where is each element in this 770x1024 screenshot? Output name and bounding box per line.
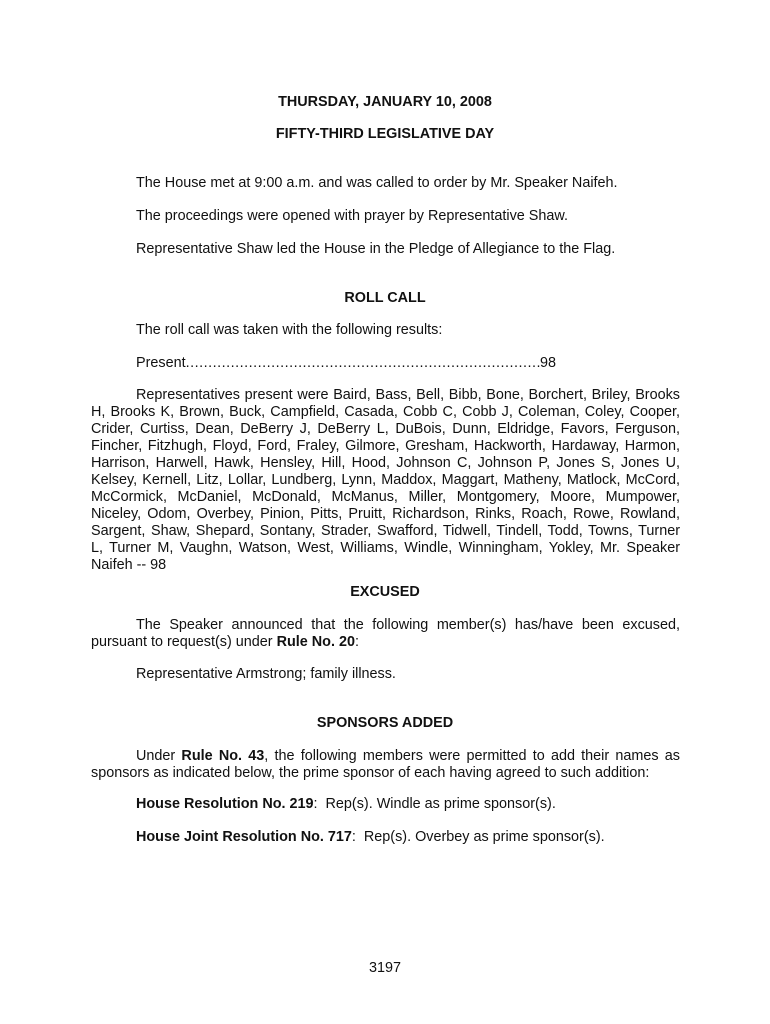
roll-call-intro: The roll call was taken with the following results:: [136, 322, 443, 338]
sponsor-entry: [136, 796, 680, 813]
excused-rule: Rule No. 20: [276, 634, 355, 650]
sponsors-intro-prefix: Under: [136, 748, 182, 764]
sponsors-intro-suffix: , the following members were permitted to add their names as sponsors as indicated below, the prime sponsor of each having agreed to such addition:: [91, 748, 681, 781]
excused-announcement: [91, 617, 680, 651]
sponsor-entry: [136, 829, 680, 846]
sponsor-separator: :: [313, 796, 326, 812]
called-to-order-text: The House met at 9:00 a.m. and was called to order by Mr. Speaker Naifeh.: [136, 175, 618, 191]
sponsor-detail: Rep(s). Overbey as prime sponsor(s).: [363, 829, 605, 845]
members-present-paragraph: Representatives present were Baird, Bass, Bell, Bibb, Bone, Borchert, Briley, Brooks H, Brooks K, Brown, Buck, Campfield, Casada, Cobb C, Cobb J, Coleman, Coley, Cooper, Crider, Curtiss, Dean, DeBerry J, DeBerry L, DuBois, Dunn, Eldridge, Favors, Ferguson, Fincher, Fitzhugh, Floyd, Ford, Fraley, Gilmore, Gresham, Hackworth, Hardaway, Harmon, Harrison, Harwell, Hawk, Hensley, Hill, Hood, Johnson C, Johnson P, Jones S, Jones U, Kelsey, Kernell, Litz, Lollar, Lundberg, Lynn, Maddox, Maggart, Matheny, Matlock, McCord, McCormick, McDaniel, McDonald, McManus, Miller, Montgomery, Moore, Mumpower, Niceley, Odom, Overbey, Pinion, Pitts, Pruitt, Richardson, Rinks, Roach, Rowe, Rowland, Sargent, Shaw, Shepard, Sontany, Strader, Swafford, Tidwell, Tindell, Todd, Towns, Turner L, Turner M, Vaughn, Watson, West, Williams, Windle, Winningham, Yokley, Mr. Speaker Naifeh -- 98: [91, 387, 680, 573]
sponsors-rule: Rule No. 43: [181, 748, 265, 764]
legislative-day-heading: FIFTY-THIRD LEGISLATIVE DAY: [275, 126, 495, 142]
sponsor-measure: House Resolution No. 219: [136, 796, 314, 812]
excused-announcement-suffix: :: [354, 634, 359, 650]
sponsor-detail: Rep(s). Windle as prime sponsor(s).: [325, 796, 556, 812]
present-label: Present: [136, 355, 186, 371]
excused-announcement-prefix: The Speaker announced that the following member(s) has/have been excused, pursuant to request(s) under: [91, 617, 680, 650]
sponsor-separator: :: [351, 829, 364, 845]
present-count-line: [136, 355, 556, 372]
excused-heading: EXCUSED: [350, 584, 420, 600]
date-heading: THURSDAY, JANUARY 10, 2008: [278, 94, 492, 110]
sponsor-measure: House Joint Resolution No. 717: [136, 829, 352, 845]
prayer-text: The proceedings were opened with prayer by Representative Shaw.: [136, 208, 568, 224]
present-count: 98: [539, 355, 556, 371]
sponsors-added-heading: SPONSORS ADDED: [316, 715, 454, 731]
pledge-text: Representative Shaw led the House in the Pledge of Allegiance to the Flag.: [136, 241, 616, 257]
sponsors-added-intro: [91, 748, 680, 782]
excused-member: Representative Armstrong; family illness.: [136, 666, 396, 682]
leader-dots: [186, 355, 540, 372]
roll-call-heading: ROLL CALL: [344, 290, 426, 306]
page-number: 3197: [368, 960, 401, 976]
